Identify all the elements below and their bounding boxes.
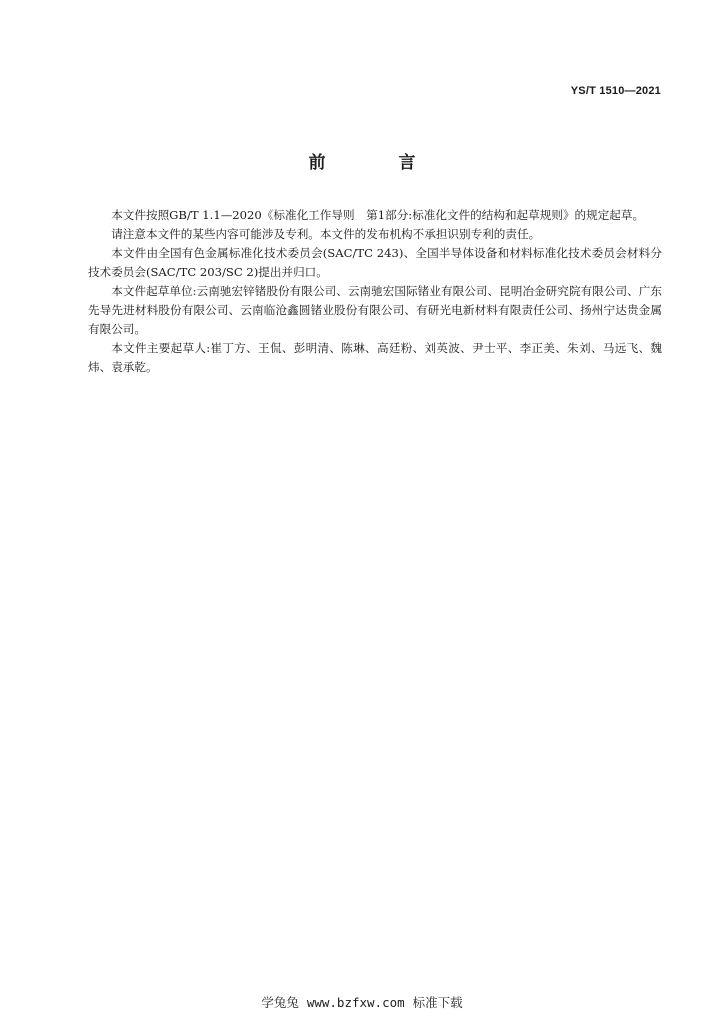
foreword-body xyxy=(88,206,662,377)
footer-brand: 学兔兔 xyxy=(261,995,299,1010)
footer-site-link[interactable]: www.bzfxw.com xyxy=(306,995,405,1010)
paragraph-drafting-units: 本文件起草单位:云南驰宏锌锗股份有限公司、云南驰宏国际锗业有限公司、昆明冶金研究院有限公司、广东先导先进材料股份有限公司、云南临沧鑫圆锗业股份有限公司、有研光电新材料有限责任公司、扬州宁达贵金属有限公司。 xyxy=(88,284,662,336)
standard-code: YS/T 1510—2021 xyxy=(570,85,661,97)
footer-tagline: 标准下载 xyxy=(412,995,463,1010)
paragraph-committee: 本文件由全国有色金属标准化技术委员会(SAC/TC 243)、全国半导体设备和材料标准化技术委员会材料分技术委员会(SAC/TC 203/SC 2)提出并归口。 xyxy=(88,246,662,279)
footer-watermark xyxy=(0,993,724,1011)
page-title: 前 言 xyxy=(308,153,444,173)
paragraph-drafters: 本文件主要起草人:崔丁方、王侃、彭明清、陈琳、高廷粉、刘英波、尹士平、李正美、朱刘、马远飞、魏炜、袁承乾。 xyxy=(88,341,662,374)
paragraph-drafting-rules: 本文件按照GB/T 1.1—2020《标准化工作导则 第1部分:标准化文件的结构和起草规则》的规定起草。 xyxy=(111,208,645,222)
paragraph-patent-notice: 请注意本文件的某些内容可能涉及专利。本文件的发布机构不承担识别专利的责任。 xyxy=(111,227,541,241)
